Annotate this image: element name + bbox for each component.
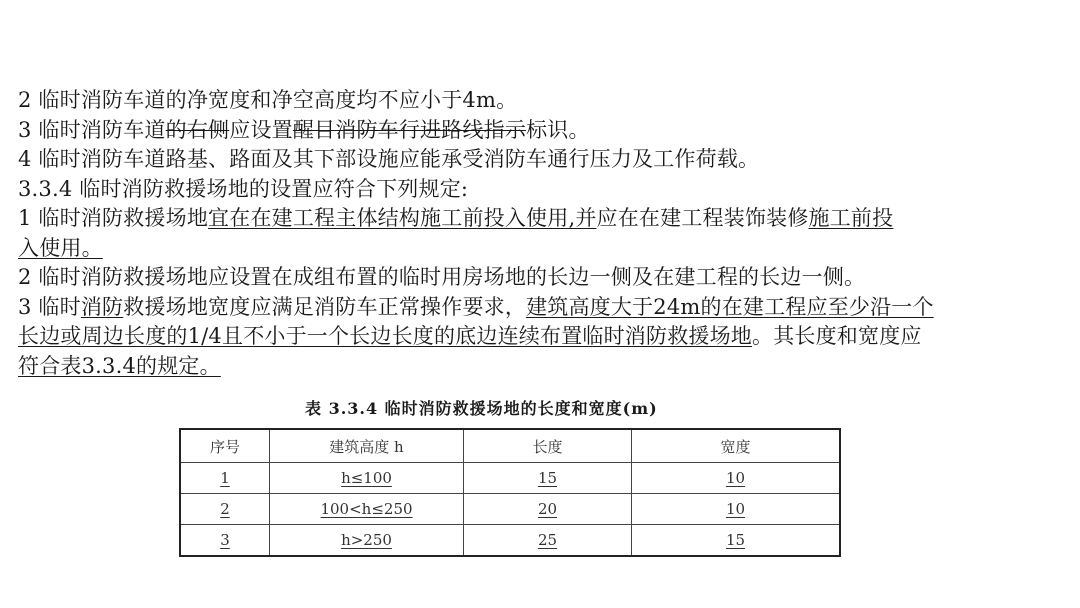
text-segment: 应设置 bbox=[229, 117, 293, 142]
underlined-segment: 符合表3.3.4的规定。 bbox=[18, 353, 221, 378]
document-body bbox=[18, 86, 1070, 381]
column-header-building-height: 建筑高度 h bbox=[270, 429, 464, 463]
clause-3-line bbox=[18, 116, 1070, 146]
table-cell: 10 bbox=[632, 463, 841, 494]
table-cell: 2 bbox=[180, 494, 270, 525]
section-heading-3-3-4 bbox=[18, 175, 1070, 205]
rule-2-line bbox=[18, 263, 1070, 293]
table-cell: 20 bbox=[464, 494, 632, 525]
strikethrough-segment: 醒目消防车行进路线指示 bbox=[292, 117, 527, 142]
table-caption: 表 3.3.4 临时消防救援场地的长度和宽度(m) bbox=[305, 399, 658, 418]
table-header-row bbox=[180, 429, 840, 463]
table-row bbox=[180, 525, 840, 557]
text-segment: 3 临时消防车道 bbox=[18, 117, 166, 142]
underlined-segment: 长边或周边长度的1/4且不小于一个长边长度的底边连续布置临时消防救援场地 bbox=[18, 324, 752, 348]
table-row bbox=[180, 463, 840, 494]
underlined-segment: 消防 bbox=[80, 294, 124, 319]
text-segment: 3.3.4 临时消防救援场地的设置应符合下列规定: bbox=[18, 176, 469, 201]
rule-1-line bbox=[18, 204, 1070, 234]
table-cell: 3 bbox=[180, 525, 270, 557]
rule-3-line bbox=[18, 293, 1070, 323]
table-row bbox=[180, 494, 840, 525]
text-segment: 2 临时消防救援场地应设置在成组布置的临时用房场地的长边一侧及在建工程的长边一侧。 bbox=[18, 265, 866, 289]
column-header-length: 长度 bbox=[464, 429, 632, 463]
strikethrough-segment: 的右侧 bbox=[165, 117, 230, 142]
table-cell: h≤100 bbox=[270, 463, 464, 494]
site-dimensions-table bbox=[179, 428, 841, 557]
text-segment: 3 临时 bbox=[18, 294, 81, 319]
table-cell: 1 bbox=[180, 463, 270, 494]
column-header-index: 序号 bbox=[180, 429, 270, 463]
table-cell: 15 bbox=[464, 463, 632, 494]
table-cell: 100<h≤250 bbox=[270, 494, 464, 525]
text-segment: 标识。 bbox=[526, 117, 590, 142]
underlined-segment: 建筑高度大于24m的在建工程应至少沿一个 bbox=[526, 294, 934, 319]
underlined-segment: 宜在在建工程主体结构施工前投入使用,并 bbox=[208, 206, 597, 230]
text-segment: 2 临时消防车道的净宽度和净空高度均不应小于4m。 bbox=[18, 88, 518, 112]
clause-2-line bbox=[18, 86, 1070, 116]
text-segment: 。其长度和宽度应 bbox=[752, 324, 922, 348]
table-cell: 10 bbox=[632, 494, 841, 525]
text-segment: 应在在建工程装饰装修 bbox=[596, 206, 809, 230]
text-segment: 救援场地宽度应满足消防车正常操作要求， bbox=[123, 294, 527, 319]
rule-1-continuation bbox=[18, 234, 1070, 264]
text-segment: 4 临时消防车道路基、路面及其下部设施应能承受消防车通行压力及工作荷载。 bbox=[18, 147, 760, 171]
underlined-segment: 入使用。 bbox=[18, 235, 103, 260]
rule-3-continuation-2 bbox=[18, 352, 1070, 382]
column-header-width: 宽度 bbox=[632, 429, 841, 463]
table-cell: 25 bbox=[464, 525, 632, 557]
text-segment: 1 临时消防救援场地 bbox=[18, 206, 209, 230]
underlined-segment: 施工前投 bbox=[808, 206, 894, 230]
clause-4-line bbox=[18, 145, 1070, 175]
table-cell: h>250 bbox=[270, 525, 464, 557]
rule-3-continuation bbox=[18, 322, 1070, 352]
table-cell: 15 bbox=[632, 525, 841, 557]
